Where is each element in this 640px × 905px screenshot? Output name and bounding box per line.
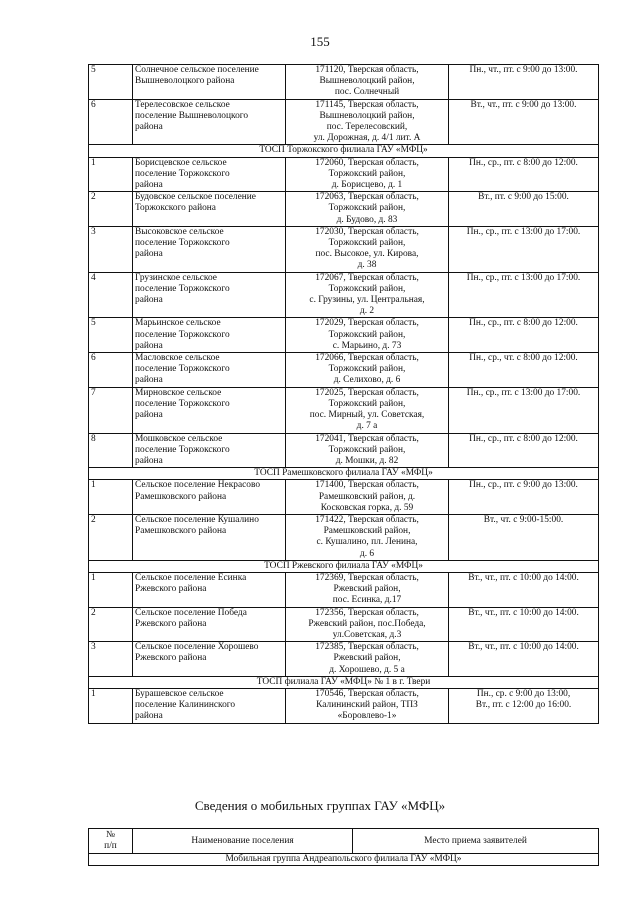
settlement-name-cell (133, 514, 286, 560)
row-number: 5 (89, 65, 133, 100)
address-line: ул. Дорожная, д. 4/1 лит. А (313, 133, 421, 144)
address-line: Калининский район, ТПЗ (316, 700, 418, 711)
settlement-name-line: района (135, 295, 163, 306)
settlement-name-line: Солнечное сельское поселение (135, 65, 259, 75)
settlement-name-cell (133, 272, 286, 318)
address-line: Рамешковский район, д. (318, 491, 416, 502)
reception-hours-cell (449, 353, 599, 388)
address-line: д. 6 (359, 548, 375, 559)
section-row (89, 468, 599, 480)
address-line: Торжокский район, (328, 398, 406, 409)
reception-hours-line: Пн., ср., пт. с 8:00 до 12:00. (469, 433, 578, 444)
reception-hours-cell (449, 607, 599, 642)
address-line: 170546, Тверская область, (315, 688, 419, 699)
address-line: Косковская горка, д. 59 (320, 502, 414, 513)
address-cell (286, 353, 449, 388)
reception-hours-line: Вт., чт., пт. с 10:00 до 14:00. (468, 607, 579, 618)
settlement-name-line: района (135, 249, 163, 260)
settlement-name-line: Высоковское сельское (135, 226, 224, 237)
row-number: 1 (89, 480, 133, 515)
address-line: д. 2 (359, 306, 375, 317)
settlement-name-line: Сельское поселение Есинка (135, 572, 247, 583)
settlement-name-line: района (135, 180, 163, 191)
table-row (89, 226, 599, 272)
address-line: Ржевский район, (333, 653, 401, 664)
table-row (89, 387, 599, 433)
settlement-name-cell (133, 433, 286, 468)
address-line: 172369, Тверская область, (315, 572, 419, 583)
section-title: ТОСП Торжокского филиала ГАУ «МФЦ» (89, 145, 599, 157)
address-line: 172356, Тверская область, (315, 607, 419, 618)
table-row (89, 572, 599, 607)
settlement-name-line: Будовское сельское поселение (135, 192, 256, 203)
address-cell (286, 157, 449, 192)
settlement-name-cell (133, 157, 286, 192)
settlement-name-line: Марьинское сельское (135, 318, 221, 329)
reception-hours-line: Вт., чт., пт. с 10:00 до 14:00. (468, 642, 579, 653)
address-line: пос. Есинка, д.17 (332, 595, 402, 606)
settlement-name-cell (133, 688, 286, 723)
address-line: ул.Советская, д.3 (332, 629, 402, 640)
reception-hours-line: Вт., чт., пт. с 10:00 до 14:00. (468, 572, 579, 583)
mobile-header-row (89, 829, 599, 854)
col-number-header-line: п/п (104, 841, 117, 851)
row-number: 2 (89, 514, 133, 560)
address-cell (286, 572, 449, 607)
table-row (89, 99, 599, 145)
address-line: Рамешковский район, (323, 526, 411, 537)
settlement-name-cell (133, 607, 286, 642)
address-line: 172067, Тверская область, (315, 272, 419, 283)
table-row (89, 272, 599, 318)
settlement-name-line: Рамешковского района (135, 491, 227, 502)
address-line: с. Кушалино, пл. Ленина, (316, 537, 418, 548)
col-number-header (89, 829, 133, 854)
settlement-name-cell (133, 572, 286, 607)
mobile-groups-heading: Сведения о мобильных группах ГАУ «МФЦ» (194, 798, 446, 813)
settlement-name-line: Сельское поселение Кушалино (135, 514, 259, 525)
mfc-offices-table (88, 64, 599, 724)
mobile-groups-table (88, 828, 599, 866)
reception-hours-line: Пн., ср., пт. с 13:00 до 17:00. (466, 272, 581, 283)
row-number: 6 (89, 99, 133, 145)
settlement-name-line: поселение Вышневолоцкого (135, 110, 249, 121)
address-cell (286, 514, 449, 560)
settlement-name-cell (133, 226, 286, 272)
table-row (89, 65, 599, 100)
row-number: 6 (89, 353, 133, 388)
row-number: 7 (89, 387, 133, 433)
settlement-name-line: Терелесовское сельское (135, 99, 230, 110)
address-line: д. Борисцево, д. 1 (331, 180, 403, 191)
address-cell (286, 192, 449, 227)
section-row (89, 145, 599, 157)
settlement-name-cell (133, 65, 286, 100)
reception-hours-cell (449, 272, 599, 318)
address-cell (286, 607, 449, 642)
reception-hours-cell (449, 642, 599, 677)
reception-hours-line: Вт., пт. с 12:00 до 16:00. (475, 700, 572, 711)
address-line: пос. Солнечный (334, 87, 400, 98)
address-line: 172385, Тверская область, (315, 642, 419, 653)
settlement-name-line: района (135, 455, 163, 466)
reception-hours-line: Пн., ср., пт. с 13:00 до 17:00. (466, 226, 581, 237)
reception-hours-cell (449, 99, 599, 145)
reception-hours-line: Пн., ср., чт. с 8:00 до 12:00. (469, 353, 578, 364)
settlement-name-line: Торжокского района (135, 203, 216, 214)
address-line: д. Селихово, д. 6 (333, 375, 401, 386)
row-number: 1 (89, 157, 133, 192)
address-line: пос. Терелесовский, (326, 122, 408, 133)
address-line: Торжокский район, (328, 444, 406, 455)
table-row (89, 318, 599, 353)
address-line: Вышневолоцкий район, (319, 110, 415, 121)
col-number-header-line: № (106, 830, 115, 840)
address-line: 172025, Тверская область, (315, 387, 419, 398)
reception-hours-line: Пн., чт., пт. с 9:00 до 13:00. (469, 65, 578, 75)
address-line: 171120, Тверская область, (315, 65, 419, 75)
row-number: 4 (89, 272, 133, 318)
address-cell (286, 318, 449, 353)
section-row (89, 560, 599, 572)
settlement-name-line: Ржевского района (135, 584, 207, 595)
settlement-name-line: района (135, 340, 163, 351)
address-line: Торжокский район, (328, 168, 406, 179)
settlement-name-line: поселение Торжокского (135, 444, 230, 455)
mobile-group-row (89, 854, 599, 866)
row-number: 3 (89, 226, 133, 272)
settlement-name-line: Вышневолоцкого района (135, 76, 235, 87)
settlement-name-line: района (135, 122, 163, 133)
address-cell (286, 99, 449, 145)
reception-hours-cell (449, 157, 599, 192)
reception-hours-line: Пн., ср., пт. с 8:00 до 12:00. (469, 318, 578, 329)
address-line: Торжокский район, (328, 329, 406, 340)
settlement-name-line: поселение Торжокского (135, 364, 230, 375)
table-row (89, 480, 599, 515)
settlement-name-line: Рамешковского района (135, 526, 227, 537)
address-line: Торжокский район, (328, 203, 406, 214)
settlement-name-line: поселение Торжокского (135, 238, 230, 249)
address-cell (286, 480, 449, 515)
address-cell (286, 642, 449, 677)
address-cell (286, 387, 449, 433)
settlement-name-line: района (135, 375, 163, 386)
address-line: с. Марьино, д. 73 (332, 340, 402, 351)
settlement-name-line: района (135, 410, 163, 421)
address-line: пос. Мирный, ул. Советская, (309, 410, 425, 421)
address-line: 172066, Тверская область, (315, 353, 419, 364)
row-number: 2 (89, 607, 133, 642)
address-line: д. Будово, д. 83 (336, 214, 398, 225)
settlement-name-line: Ржевского района (135, 653, 207, 664)
reception-hours-cell (449, 65, 599, 100)
address-line: д. 7 а (356, 421, 378, 432)
settlement-name-line: района (135, 711, 163, 722)
address-line: Торжокский район, (328, 364, 406, 375)
settlement-name-line: Сельское поселение Победа (135, 607, 247, 618)
reception-hours-cell (449, 572, 599, 607)
settlement-name-line: Сельское поселение Некрасово (135, 480, 261, 491)
settlement-name-line: Мирновское сельское (135, 387, 222, 398)
address-line: «Боровлево-1» (337, 711, 397, 722)
settlement-name-line: Бурашевское сельское (135, 688, 224, 699)
address-line: Ржевский район, пос.Победа, (308, 618, 426, 629)
address-line: Вышневолоцкий район, (319, 76, 415, 87)
section-title: ТОСП Рамешковского филиала ГАУ «МФЦ» (89, 468, 599, 480)
row-number: 8 (89, 433, 133, 468)
settlement-name-cell (133, 642, 286, 677)
row-number: 3 (89, 642, 133, 677)
settlement-name-line: поселение Торжокского (135, 168, 230, 179)
table-row (89, 192, 599, 227)
reception-hours-cell (449, 387, 599, 433)
row-number: 5 (89, 318, 133, 353)
reception-hours-line: Вт., пт. с 9:00 до 15:00. (478, 192, 569, 203)
col-name-header: Наименование поселения (133, 829, 353, 854)
settlement-name-line: Ржевского района (135, 618, 207, 629)
settlement-name-line: поселение Торжокского (135, 398, 230, 409)
address-cell (286, 688, 449, 723)
settlement-name-line: Масловское сельское (135, 353, 220, 364)
address-line: 172029, Тверская область, (315, 318, 419, 329)
reception-hours-cell (449, 688, 599, 723)
address-line: с. Грузины, ул. Центральная, (309, 295, 425, 306)
address-line: Торжокский район, (328, 283, 406, 294)
mobile-group-title: Мобильная группа Андреапольского филиала ГАУ «МФЦ» (89, 854, 599, 866)
address-line: пос. Высокое, ул. Кирова, (315, 249, 419, 260)
address-line: 171145, Тверская область, (315, 99, 419, 110)
settlement-name-cell (133, 318, 286, 353)
row-number: 1 (89, 688, 133, 723)
address-line: 172060, Тверская область, (315, 157, 419, 168)
address-line: д. Хорошево, д. 5 а (329, 664, 405, 675)
section-title: ТОСП Ржевского филиала ГАУ «МФЦ» (89, 560, 599, 572)
reception-hours-line: Вт., чт. с 9:00-15:00. (483, 514, 564, 525)
address-line: 171400, Тверская область, (315, 480, 419, 491)
row-number: 2 (89, 192, 133, 227)
table-row (89, 688, 599, 723)
section-row (89, 676, 599, 688)
settlement-name-line: Мошковское сельское (135, 433, 223, 444)
settlement-name-cell (133, 387, 286, 433)
table-row (89, 433, 599, 468)
reception-hours-cell (449, 318, 599, 353)
settlement-name-line: Сельское поселение Хорошево (135, 642, 259, 653)
address-line: 172041, Тверская область, (315, 433, 419, 444)
address-line: д. Мошки, д. 82 (335, 455, 399, 466)
address-line: Торжокский район, (328, 238, 406, 249)
reception-hours-line: Пн., ср., пт. с 9:00 до 13:00. (469, 480, 578, 491)
reception-hours-line: Пн., ср. с 9:00 до 13:00, (476, 688, 571, 699)
reception-hours-cell (449, 433, 599, 468)
address-line: Ржевский район, (333, 584, 401, 595)
table-row (89, 353, 599, 388)
address-cell (286, 65, 449, 100)
page-number: 155 (310, 34, 330, 49)
settlement-name-cell (133, 480, 286, 515)
table-row (89, 157, 599, 192)
reception-hours-line: Пн., ср., пт. с 13:00 до 17:00. (466, 387, 581, 398)
reception-hours-cell (449, 480, 599, 515)
address-line: 171422, Тверская область, (315, 514, 419, 525)
col-place-header: Место приема заявителей (353, 829, 599, 854)
table-row (89, 514, 599, 560)
settlement-name-line: Грузинское сельское (135, 272, 217, 283)
address-line: д. 38 (357, 260, 377, 271)
reception-hours-line: Пн., ср., пт. с 8:00 до 12:00. (469, 157, 578, 168)
settlement-name-line: поселение Калининского (135, 700, 236, 711)
table-row (89, 642, 599, 677)
section-title: ТОСП филиала ГАУ «МФЦ» № 1 в г. Твери (89, 676, 599, 688)
reception-hours-cell (449, 192, 599, 227)
address-cell (286, 272, 449, 318)
address-cell (286, 433, 449, 468)
reception-hours-cell (449, 514, 599, 560)
address-line: 172030, Тверская область, (315, 226, 419, 237)
reception-hours-line: Вт., чт., пт. с 9:00 до 13:00. (470, 99, 577, 110)
settlement-name-line: поселение Торжокского (135, 283, 230, 294)
settlement-name-cell (133, 99, 286, 145)
row-number: 1 (89, 572, 133, 607)
address-cell (286, 226, 449, 272)
settlement-name-line: Борисцевское сельское (135, 157, 227, 168)
settlement-name-cell (133, 353, 286, 388)
settlement-name-cell (133, 192, 286, 227)
table-row (89, 607, 599, 642)
address-line: 172063, Тверская область, (315, 192, 419, 203)
settlement-name-line: поселение Торжокского (135, 329, 230, 340)
reception-hours-cell (449, 226, 599, 272)
